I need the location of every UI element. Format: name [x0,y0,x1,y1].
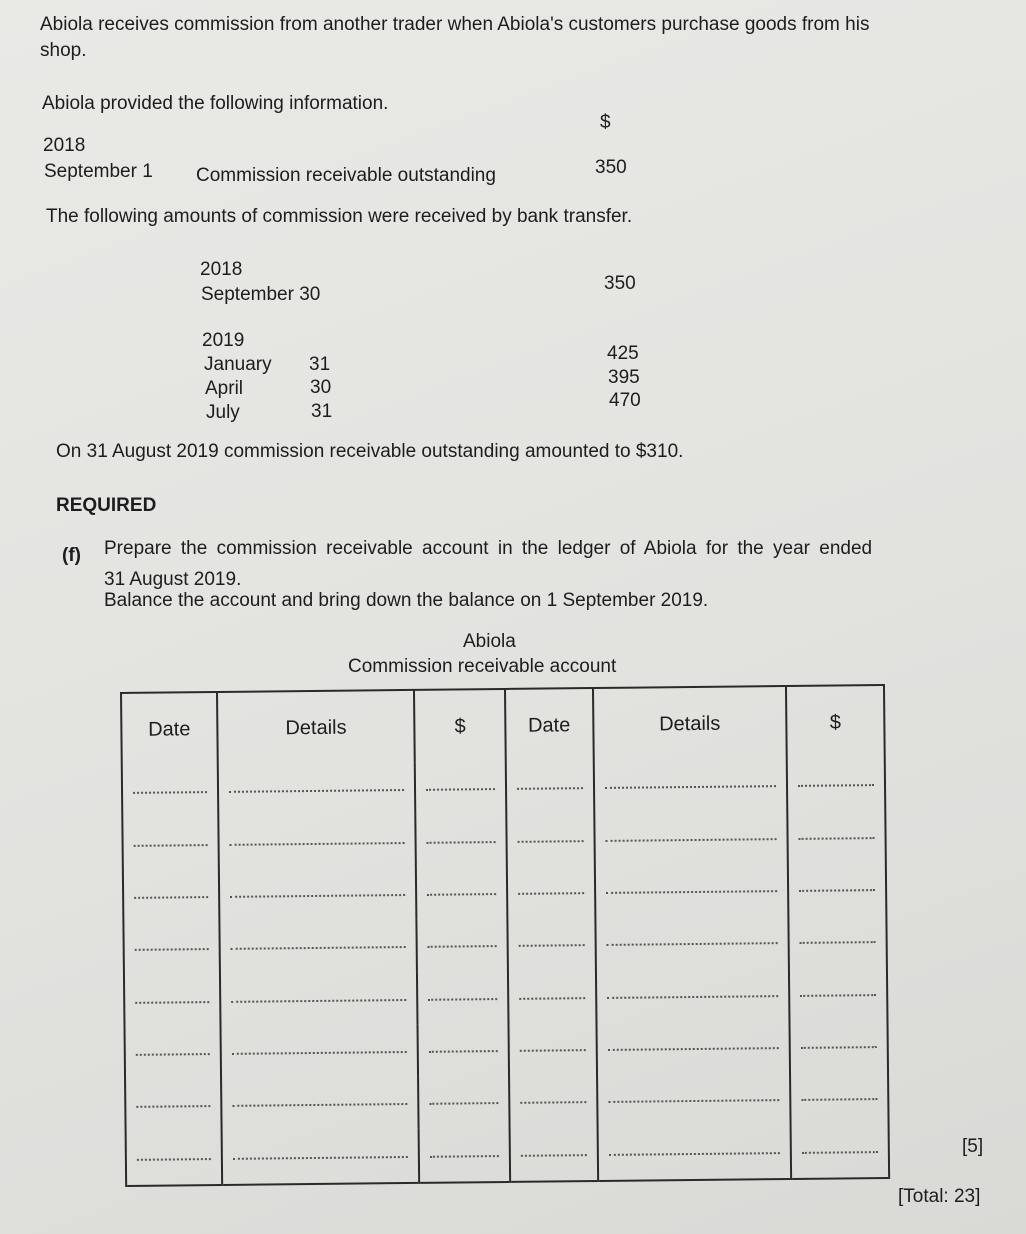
marks: [5] [962,1136,984,1157]
ledger-answer-cell[interactable] [218,815,416,869]
dotted-answer-line [430,1153,499,1158]
dotted-answer-line [134,894,208,899]
dotted-answer-line [229,787,405,793]
dotted-answer-line [426,786,495,791]
ledger-answer-cell[interactable] [597,1073,791,1127]
account-title: Commission receivable account [348,656,617,677]
intro-paragraph: Abiola receives commission from another trader when Abiola's customers purchase goods from his shop. [40,14,870,61]
opening-year: 2018 [43,135,86,156]
receipt-row-amount: 425 [607,343,639,364]
total-marks: [Total: 23] [898,1186,981,1207]
dotted-answer-line [520,1047,586,1052]
ledger-answer-cell[interactable] [220,1025,418,1079]
dotted-answer-line [428,943,497,948]
ledger-answer-cell[interactable] [790,1072,888,1125]
dotted-answer-line [517,785,583,790]
ledger-answer-cell[interactable] [418,1076,509,1129]
dotted-answer-line [232,1101,408,1107]
ledger-answer-cell[interactable] [415,762,506,815]
credit-date-header: Date [505,688,593,762]
dotted-answer-line [229,840,405,846]
ledger-answer-cell[interactable] [594,811,788,865]
ledger-answer-cell[interactable] [593,759,787,813]
dotted-answer-line [133,789,207,794]
dotted-answer-line [800,939,876,944]
dotted-answer-line [518,890,584,895]
dotted-answer-line [134,842,208,847]
ledger-answer-cell[interactable] [787,758,885,811]
question-line-1: Prepare the commission receivable account in the ledger of Abiola for the year ended [104,538,873,559]
debit-details-header: Details [217,690,415,765]
ledger-answer-cell[interactable] [125,1027,221,1080]
dotted-answer-line [801,1044,877,1049]
dotted-answer-line [429,1048,498,1053]
ledger-answer-cell[interactable] [597,1125,791,1181]
ledger-answer-cell[interactable] [508,970,596,1023]
dotted-answer-line [798,782,874,787]
dotted-answer-line [801,1096,877,1101]
ledger-answer-cell[interactable] [122,765,218,818]
ledger-answer-cell[interactable] [218,763,416,817]
account-owner: Abiola [463,631,516,652]
ledger-answer-cell[interactable] [788,863,886,916]
ledger-answer-row [125,1072,889,1132]
debit-date-header: Date [121,692,218,766]
dotted-answer-line [606,940,778,946]
ledger-answer-cell[interactable] [219,868,417,922]
dotted-answer-line [521,1152,587,1157]
currency-header: $ [600,112,611,133]
dotted-answer-line [233,1154,409,1160]
receipt-row-day: 30 [310,377,332,398]
ledger-answer-cell[interactable] [596,1021,790,1075]
ledger-answer-cell[interactable] [124,974,220,1027]
receipt-row-month: April [205,378,244,399]
ledger-answer-cell[interactable] [417,971,508,1024]
ledger-answer-cell[interactable] [787,810,885,863]
ledger-answer-cell[interactable] [416,867,507,920]
dotted-answer-line [427,839,496,844]
dotted-answer-line [607,1045,779,1051]
dotted-answer-line [519,995,585,1000]
ledger-answer-cell[interactable] [595,916,789,970]
ledger-answer-row [126,1124,890,1186]
ledger-answer-row [122,810,886,870]
opening-date: September 1 [44,161,153,182]
ledger-answer-row [124,967,888,1027]
ledger-table [120,684,890,1187]
ledger-answer-cell[interactable] [220,972,418,1026]
dotted-answer-line [430,1100,499,1105]
ledger-answer-cell[interactable] [507,866,595,919]
ledger-answer-row [123,863,887,923]
required-heading: REQUIRED [56,495,157,516]
credit-details-header: Details [593,686,787,761]
ledger-answer-cell[interactable] [791,1124,889,1179]
dotted-answer-line [800,992,876,997]
question-label: (f) [62,545,81,566]
receipt-row-day: 31 [309,354,331,375]
ledger-answer-cell[interactable] [419,1128,510,1182]
question-line-3: Balance the account and bring down the balance on 1 September 2019. [104,590,709,611]
receipt-2018-month: September 30 [201,284,321,305]
receipt-row-amount: 395 [608,367,640,388]
ledger-answer-cell[interactable] [123,922,219,975]
dotted-answer-line [136,1051,210,1056]
dotted-answer-line [230,944,406,950]
receipt-2019-year: 2019 [202,330,245,351]
ledger-answer-cell[interactable] [790,1020,888,1073]
ledger-answer-cell[interactable] [507,918,595,971]
dotted-answer-line [605,836,777,842]
dotted-answer-line [608,1150,780,1156]
dotted-answer-line [428,891,497,896]
receipt-row-month: July [206,402,240,423]
ledger-answer-cell[interactable] [509,1023,597,1076]
receipt-2018-year: 2018 [200,259,243,280]
receipt-row-amount: 470 [609,390,641,411]
ledger-answer-cell[interactable] [417,919,508,972]
dotted-answer-line [135,999,209,1004]
dotted-answer-line [230,892,406,898]
dotted-answer-line [799,887,875,892]
opening-amount: 350 [595,157,627,178]
dotted-answer-line [519,942,585,947]
debit-amount-header: $ [414,689,505,763]
ledger-answer-cell[interactable] [789,967,887,1020]
ledger-answer-cell[interactable] [126,1131,222,1186]
dotted-answer-line [136,1103,210,1108]
ledger-answer-cell[interactable] [596,968,790,1022]
dotted-answer-line [429,996,498,1001]
dotted-answer-line [608,1097,780,1103]
opening-description: Commission receivable outstanding [196,165,496,186]
received-heading: The following amounts of commission were received by bank transfer. [46,206,633,227]
dotted-answer-line [231,997,407,1003]
ledger-answer-row [123,915,887,975]
ledger-header-row [121,685,885,766]
provided-heading: Abiola provided the following information. [42,93,389,114]
ledger-answer-cell[interactable] [221,1077,419,1131]
ledger-answer-cell[interactable] [416,814,507,867]
dotted-answer-line [606,888,778,894]
ledger-answer-cell[interactable] [122,817,218,870]
ledger-answer-cell[interactable] [219,920,417,974]
closing-note: On 31 August 2019 commission receivable outstanding amounted to $310. [56,441,684,462]
ledger-answer-row [125,1020,889,1080]
ledger-answer-cell[interactable] [509,1075,597,1128]
dotted-answer-line [520,1099,586,1104]
dotted-answer-line [605,783,777,789]
ledger-answer-cell[interactable] [510,1127,598,1181]
ledger-answer-cell[interactable] [789,915,887,968]
ledger-answer-cell[interactable] [125,1079,221,1132]
credit-amount-header: $ [786,685,885,759]
dotted-answer-line [135,946,209,951]
ledger-answer-cell[interactable] [506,813,594,866]
ledger-answer-cell[interactable] [221,1129,419,1185]
dotted-answer-line [232,1049,408,1055]
dotted-answer-line [518,838,584,843]
ledger-answer-cell[interactable] [506,761,594,814]
question-line-2: 31 August 2019. [104,569,242,590]
receipt-row-day: 31 [311,401,333,422]
dotted-answer-line [607,993,779,999]
receipt-row-month: January [204,354,272,375]
dotted-answer-line [802,1149,878,1154]
dotted-answer-line [137,1156,211,1161]
ledger-answer-row [122,758,886,818]
receipt-2018-amount: 350 [604,273,636,294]
ledger-answer-cell[interactable] [594,864,788,918]
ledger-answer-cell[interactable] [418,1024,509,1077]
ledger-answer-cell[interactable] [123,870,219,923]
dotted-answer-line [799,835,875,840]
